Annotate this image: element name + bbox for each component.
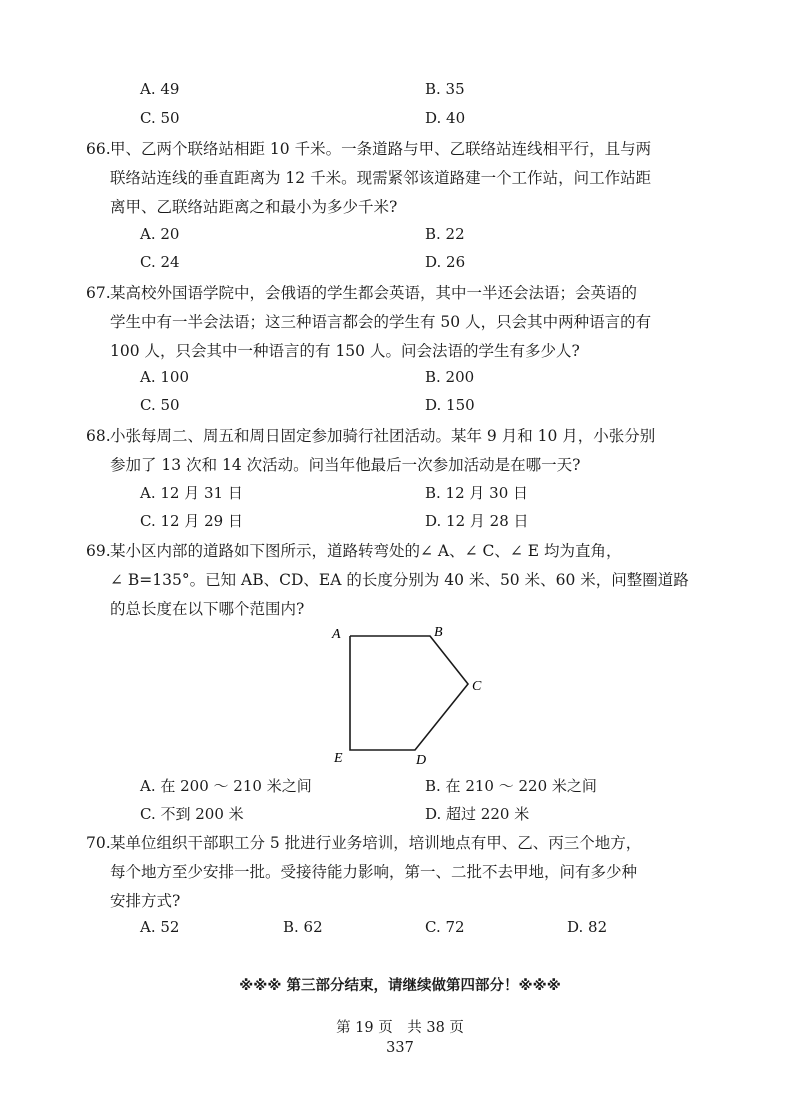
- option-b: B. 35: [425, 80, 465, 98]
- option-c: C. 50: [140, 109, 180, 127]
- section-end-note: ※※※ 第三部分结束，请继续做第四部分！※※※: [239, 978, 561, 994]
- question-number: 67.: [86, 284, 111, 302]
- question-line: 离甲、乙联络站距离之和最小为多少千米?: [110, 198, 398, 216]
- question-line: 某高校外国语学院中，会俄语的学生都会英语，其中一半还会法语；会英语的: [110, 284, 638, 302]
- vertex-label-d: D: [416, 753, 427, 768]
- question-66: [86, 135, 652, 222]
- vertex-label-a: A: [332, 627, 341, 642]
- option-d: D. 12 月 28 日: [425, 512, 529, 530]
- page-label: 第 19 页 共 38 页: [336, 1020, 464, 1036]
- question-68: [86, 422, 656, 480]
- question-line: 某单位组织干部职工分 5 批进行业务培训，培训地点有甲、乙、丙三个地方，: [110, 834, 642, 852]
- option-a: A. 12 月 31 日: [140, 484, 243, 502]
- option-d: D. 150: [425, 396, 475, 414]
- question-line: 学生中有一半会法语；这三种语言都会的学生有 50 人，只会其中两种语言的有: [110, 313, 652, 331]
- question-line: 的总长度在以下哪个范围内?: [110, 600, 305, 618]
- option-a: A. 在 200 ～ 210 米之间: [140, 777, 312, 795]
- question-line: 每个地方至少安排一批。受接待能力影响，第一、二批不去甲地，问有多少种: [110, 863, 638, 881]
- option-a: A. 20: [140, 225, 180, 243]
- question-number: 69.: [86, 542, 111, 560]
- question-number: 68.: [86, 427, 111, 445]
- option-a: A. 100: [140, 368, 189, 386]
- question-70: [86, 829, 642, 916]
- question-line: 参加了 13 次和 14 次活动。问当年他最后一次参加活动是在哪一天?: [110, 456, 581, 474]
- option-b: B. 200: [425, 368, 475, 386]
- question-line: 某小区内部的道路如下图所示，道路转弯处的∠ A、∠ C、∠ E 均为直角，: [110, 542, 622, 560]
- question-line: 安排方式?: [110, 892, 181, 910]
- vertex-label-c: C: [472, 679, 482, 694]
- page-number: 337: [386, 1040, 414, 1056]
- option-d: D. 40: [425, 109, 466, 127]
- question-line: 甲、乙两个联络站相距 10 千米。一条道路与甲、乙联络站连线相平行，且与两: [110, 140, 652, 158]
- option-c: C. 不到 200 米: [140, 805, 244, 823]
- option-c: C. 72: [425, 918, 465, 936]
- road-diagram: [320, 618, 500, 768]
- vertex-label-e: E: [334, 751, 343, 766]
- vertex-label-b: B: [434, 625, 443, 640]
- option-c: C. 24: [140, 253, 180, 271]
- question-line: 100 人，只会其中一种语言的有 150 人。问会法语的学生有多少人?: [110, 342, 580, 360]
- question-line: 联络站连线的垂直距离为 12 千米。现需紧邻该道路建一个工作站，问工作站距: [110, 169, 652, 187]
- option-d: D. 26: [425, 253, 466, 271]
- question-number: 70.: [86, 834, 111, 852]
- option-b: B. 22: [425, 225, 465, 243]
- question-line: 小张每周二、周五和周日固定参加骑行社团活动。某年 9 月和 10 月，小张分别: [110, 427, 656, 445]
- option-c: C. 12 月 29 日: [140, 512, 243, 530]
- question-line: ∠ B=135°。已知 AB、CD、EA 的长度分别为 40 米、50 米、60 米，问整圈道路: [110, 571, 689, 589]
- option-d: D. 82: [567, 918, 608, 936]
- question-67: [86, 279, 652, 366]
- option-b: B. 62: [283, 918, 323, 936]
- question-69: [86, 537, 689, 624]
- option-d: D. 超过 220 米: [425, 805, 530, 823]
- option-c: C. 50: [140, 396, 180, 414]
- option-b: B. 12 月 30 日: [425, 484, 529, 502]
- option-b: B. 在 210 ～ 220 米之间: [425, 777, 597, 795]
- road-outline: [350, 636, 468, 750]
- option-a: A. 49: [140, 80, 180, 98]
- option-a: A. 52: [140, 918, 180, 936]
- question-number: 66.: [86, 140, 111, 158]
